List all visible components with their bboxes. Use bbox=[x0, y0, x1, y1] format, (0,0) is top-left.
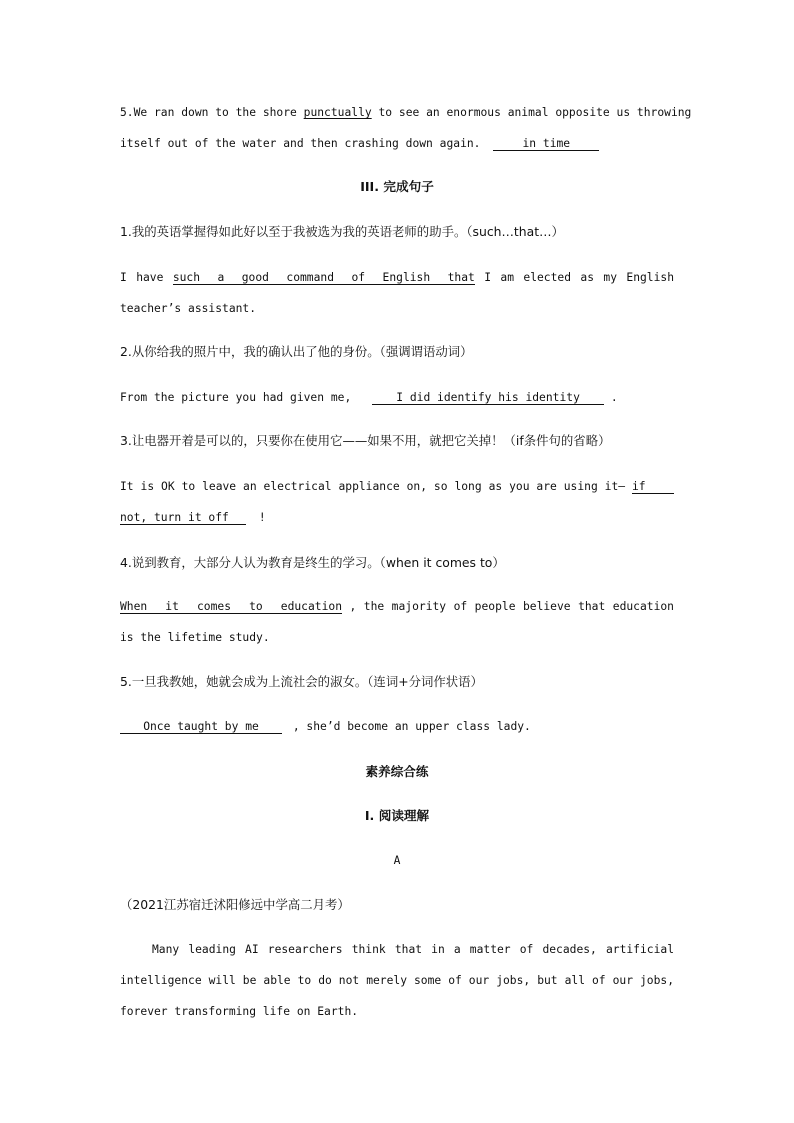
s3-item2-text-after: . bbox=[610, 391, 618, 404]
s3-item4-line2: is the lifetime study. bbox=[120, 631, 270, 644]
s3-item3-answer-blank-part2 bbox=[120, 511, 246, 525]
s3-item3-answer-part1: if bbox=[632, 480, 646, 493]
s3-item2-line1 bbox=[120, 391, 674, 405]
s3-item5-prompt: 5.一旦我教她，她就会成为上流社会的淑女。（连词+分词作状语） bbox=[120, 674, 483, 689]
s3-item1-text-before: I have bbox=[120, 271, 164, 284]
item5-text-before: 5.We ran down to the shore bbox=[120, 106, 297, 119]
s3-item1-answer-blank bbox=[173, 271, 475, 285]
s3-item4-line1 bbox=[120, 600, 674, 614]
s3-item4-answer-blank bbox=[120, 600, 342, 614]
paragraph-line3: forever transforming life on Earth. bbox=[120, 1005, 359, 1018]
s3-item3-text-before: It is OK to leave an electrical appliance on, so long as you are using it— bbox=[120, 480, 626, 493]
item5-answer: in time bbox=[522, 137, 571, 150]
practice-heading: 素养综合练 bbox=[365, 764, 429, 779]
passage-label: A bbox=[393, 854, 401, 867]
item5-answer-blank bbox=[493, 137, 599, 151]
s3-item1-line2: teacher’s assistant. bbox=[120, 302, 257, 315]
s3-item3-line1 bbox=[120, 480, 674, 494]
item5-text-after: to see an enormous animal opposite us throwing bbox=[378, 106, 692, 119]
s3-item2-answer-blank bbox=[372, 391, 604, 405]
section3-heading: III. 完成句子 bbox=[360, 179, 434, 194]
s3-item1-line1 bbox=[120, 271, 674, 285]
s3-item5-line1 bbox=[120, 720, 674, 734]
s3-item4-prompt: 4.说到教育，大部分人认为教育是终生的学习。（when it comes to） bbox=[120, 555, 505, 570]
paragraph-line2: intelligence will be able to do not merely some of our jobs, but all of our jobs, bbox=[120, 974, 674, 987]
s3-item5-answer: Once taught by me bbox=[143, 720, 259, 733]
s3-item3-answer-part2: not, turn it off bbox=[120, 511, 229, 524]
s3-item1-prompt: 1.我的英语掌握得如此好以至于我被选为我的英语老师的助手。（such…that…） bbox=[120, 224, 564, 239]
s3-item1-text-after: I am elected as my English bbox=[484, 271, 675, 284]
s3-item3-text-after: ! bbox=[258, 511, 266, 524]
reading-heading: I. 阅读理解 bbox=[364, 808, 430, 823]
s3-item4-answer: When it comes to education bbox=[120, 600, 342, 613]
s3-item2-answer: I did identify his identity bbox=[396, 391, 580, 404]
s3-item1-answer: such a good command of English that bbox=[172, 271, 475, 284]
s3-item3-answer-blank-part1 bbox=[632, 480, 674, 494]
paragraph-line1: Many leading AI researchers think that in a matter of decades, artificial bbox=[152, 943, 674, 956]
item5-underlined-word: punctually bbox=[303, 106, 372, 119]
s3-item5-text-after: , she’d become an upper class lady. bbox=[292, 720, 531, 733]
s3-item3-prompt: 3.让电器开着是可以的，只要你在使用它——如果不用，就把它关掉！（if条件句的省略） bbox=[120, 433, 611, 448]
s3-item2-prompt: 2.从你给我的照片中，我的确认出了他的身份。（强调谓语动词） bbox=[120, 344, 473, 359]
s3-item2-text-before: From the picture you had given me, bbox=[120, 391, 352, 404]
item5-line2 bbox=[120, 137, 674, 151]
item5-line2-text: itself out of the water and then crashing down again. bbox=[120, 137, 481, 150]
item5-line1 bbox=[120, 106, 692, 120]
s3-item5-answer-blank bbox=[120, 720, 282, 734]
s3-item4-text-after: , the majority of people believe that education bbox=[349, 600, 674, 613]
s3-item3-line2 bbox=[120, 511, 674, 525]
passage-source: （2021江苏宿迁沭阳修远中学高二月考） bbox=[120, 897, 350, 912]
